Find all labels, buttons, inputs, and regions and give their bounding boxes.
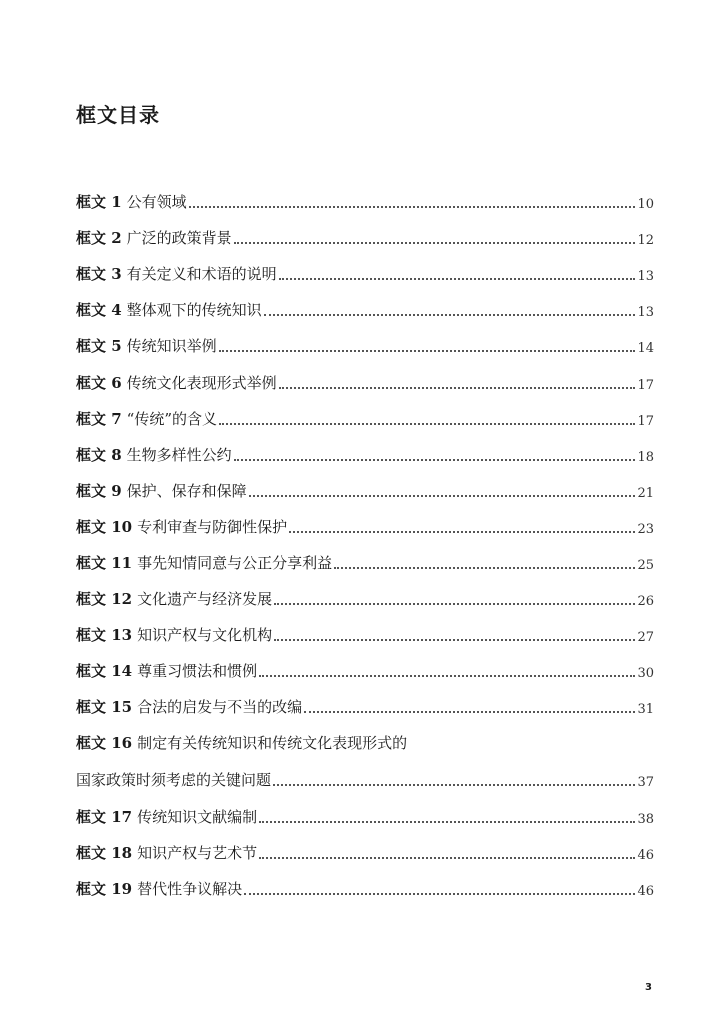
toc-entry-14[interactable] [76, 645, 654, 681]
toc-entry-label: 框文 19 [76, 879, 133, 898]
toc-entry-label: 框文 11 [76, 554, 133, 573]
dot-leader [279, 387, 636, 389]
toc-entry-label: 框文 5 [76, 337, 122, 356]
toc-entry-19[interactable] [76, 863, 654, 899]
dot-leader [259, 857, 635, 859]
toc-entry-page: 25 [637, 558, 654, 574]
toc-entry-page: 17 [637, 413, 654, 429]
toc-entry-7[interactable] [76, 393, 654, 429]
toc-entry-1[interactable] [76, 176, 654, 212]
toc-entry-label: 框文 9 [76, 481, 122, 500]
toc-entry-page: 17 [637, 377, 654, 393]
toc-entry-title: 专利审查与防御性保护 [137, 517, 288, 536]
toc-entry-label: 框文 16 [76, 734, 133, 753]
toc-entry-page: 12 [637, 233, 654, 249]
toc-entry-title: 传统文化表现形式举例 [126, 373, 277, 392]
toc-entry-page: 27 [637, 630, 654, 646]
toc-entry-page: 23 [637, 521, 654, 537]
toc-entry-6[interactable] [76, 356, 654, 392]
toc-entry-title: 传统知识举例 [126, 337, 217, 356]
toc-entry-10[interactable] [76, 501, 654, 537]
toc-entry-title: 制定有关传统知识和传统文化表现形式的 [137, 734, 408, 753]
toc-entry-page: 10 [637, 197, 654, 213]
toc-entry-page: 46 [637, 883, 654, 899]
toc-entry-title: 替代性争议解决 [137, 879, 243, 898]
dot-leader [304, 711, 635, 713]
dot-leader [189, 206, 636, 208]
toc-entry-title: 整体观下的传统知识 [126, 301, 262, 320]
toc-entry-3[interactable] [76, 248, 654, 284]
dot-leader [334, 567, 635, 569]
dot-leader [219, 423, 635, 425]
toc-entry-title: 公有领域 [126, 193, 187, 212]
dot-leader [264, 314, 636, 316]
toc-entry-label: 框文 3 [76, 265, 122, 284]
toc-entry-page: 14 [637, 341, 654, 357]
toc-entry-title: 知识产权与文化机构 [137, 626, 273, 645]
toc-entry-title-continued: 国家政策时须考虑的关键问题 [76, 771, 272, 790]
toc-entry-page: 37 [637, 775, 654, 791]
toc-entry-title: 尊重习惯法和惯例 [137, 662, 258, 681]
toc-entry-17[interactable] [76, 790, 654, 826]
toc-entry-label: 框文 12 [76, 590, 133, 609]
toc-entry-title: 文化遗产与经济发展 [137, 590, 273, 609]
toc-entry-label: 框文 17 [76, 807, 133, 826]
toc-entry-label: 框文 8 [76, 445, 122, 464]
table-of-contents [76, 176, 654, 899]
toc-entry-9[interactable] [76, 465, 654, 501]
dot-leader [249, 495, 636, 497]
dot-leader [234, 459, 636, 461]
toc-entry-label: 框文 7 [76, 409, 122, 428]
toc-entry-2[interactable] [76, 212, 654, 248]
toc-entry-label: 框文 6 [76, 373, 122, 392]
toc-entry-13[interactable] [76, 609, 654, 645]
toc-entry-4[interactable] [76, 284, 654, 320]
toc-entry-title: 保护、保存和保障 [126, 481, 247, 500]
toc-entry-label: 框文 10 [76, 517, 133, 536]
toc-entry-8[interactable] [76, 429, 654, 465]
dot-leader [259, 821, 635, 823]
toc-entry-page: 31 [637, 702, 654, 718]
toc-entry-16[interactable] [76, 717, 654, 790]
toc-entry-label: 框文 1 [76, 193, 122, 212]
toc-entry-page: 13 [637, 305, 654, 321]
toc-entry-15[interactable] [76, 681, 654, 717]
toc-entry-label: 框文 18 [76, 843, 133, 862]
toc-entry-page: 46 [637, 847, 654, 863]
toc-entry-title: 合法的启发与不当的改编 [137, 698, 303, 717]
toc-entry-label: 框文 14 [76, 662, 133, 681]
toc-entry-label: 框文 4 [76, 301, 122, 320]
toc-entry-page: 18 [637, 449, 654, 465]
dot-leader [244, 893, 635, 895]
dot-leader [219, 350, 636, 352]
dot-leader [259, 675, 635, 677]
toc-entry-page: 38 [637, 811, 654, 827]
toc-entry-page: 13 [637, 269, 654, 285]
toc-entry-page: 21 [637, 485, 654, 501]
dot-leader [273, 784, 635, 786]
toc-entry-title: 生物多样性公约 [126, 445, 232, 464]
toc-entry-page: 30 [637, 666, 654, 682]
toc-entry-title: 知识产权与艺术节 [137, 843, 258, 862]
toc-entry-label: 框文 2 [76, 229, 122, 248]
dot-leader [289, 531, 635, 533]
toc-entry-label: 框文 13 [76, 626, 133, 645]
dot-leader [274, 639, 635, 641]
toc-entry-5[interactable] [76, 320, 654, 356]
toc-entry-label: 框文 15 [76, 698, 133, 717]
dot-leader [274, 603, 635, 605]
toc-entry-12[interactable] [76, 573, 654, 609]
toc-entry-11[interactable] [76, 537, 654, 573]
toc-entry-18[interactable] [76, 827, 654, 863]
toc-entry-title: “传统”的含义 [126, 409, 218, 428]
page-number: 3 [645, 982, 652, 993]
toc-entry-title: 有关定义和术语的说明 [126, 265, 277, 284]
page-title: 框文目录 [76, 103, 160, 127]
toc-entry-title: 事先知情同意与公正分享利益 [137, 554, 333, 573]
toc-entry-title: 传统知识文献编制 [137, 807, 258, 826]
dot-leader [279, 278, 636, 280]
dot-leader [234, 242, 636, 244]
toc-entry-title: 广泛的政策背景 [126, 229, 232, 248]
toc-entry-page: 26 [637, 594, 654, 610]
